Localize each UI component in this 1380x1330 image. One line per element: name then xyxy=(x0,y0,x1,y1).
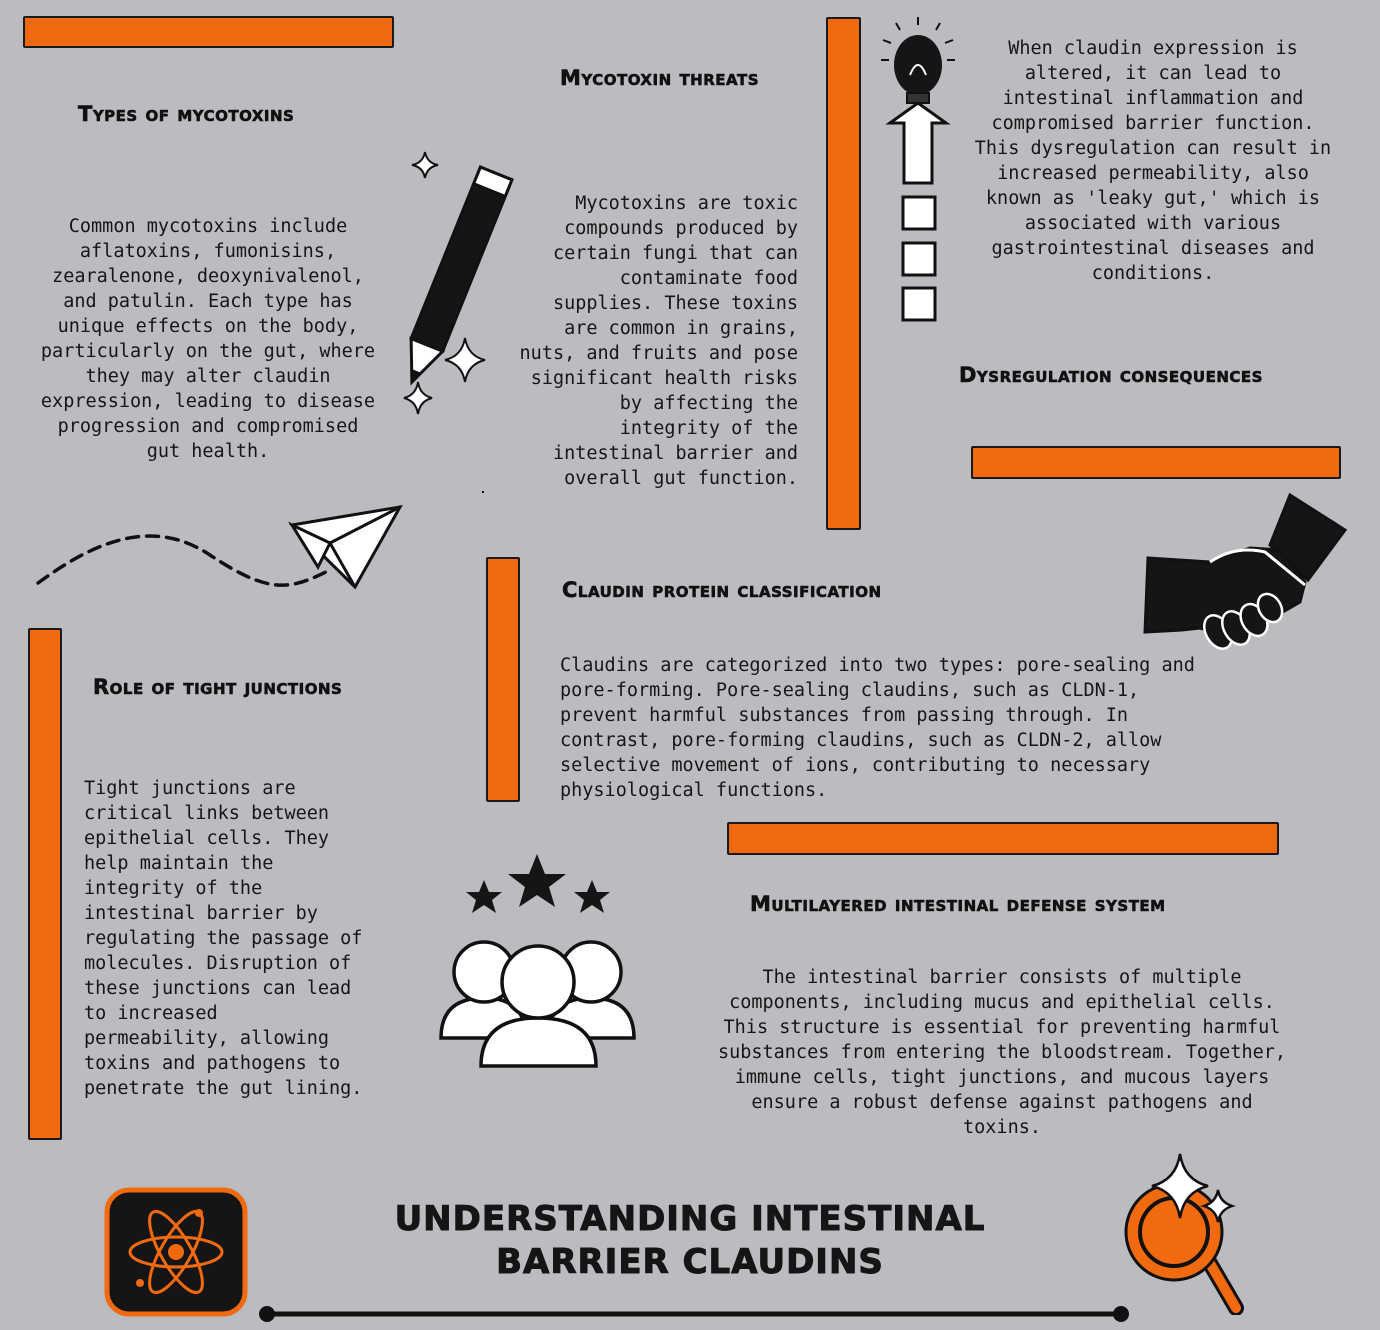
sparkle-icon xyxy=(410,150,440,180)
defense-body: The intestinal barrier consists of multiple components, including mucus and epithelial cells. This structure is essential for preventing harmful substances from entering the bloodstream. Together, immune cells, tight junctions, and mucous layers ensure a robust defense against pathogens and toxins. xyxy=(717,967,1287,1138)
handshake-icon xyxy=(1140,490,1350,660)
people-group-icon xyxy=(436,930,641,1070)
sparkle-icon xyxy=(443,336,487,384)
dysregulation-body: When claudin expression is altered, it can lead to intestinal inflammation and compromised barrier function. This dysregulation can result in increased permeability, also known as 'leaky gut,' which is associated with various gastrointestinal diseases and conditions. xyxy=(974,38,1332,284)
lower-right-accent-bar xyxy=(727,822,1279,855)
paper-plane-icon xyxy=(30,495,410,605)
tight-heading: Role of tight junctions xyxy=(93,675,343,699)
center-vertical-accent-bar xyxy=(826,17,861,530)
stars-icon xyxy=(462,852,622,922)
types-body: Common mycotoxins include aflatoxins, fumonisins, zearalenone, deoxynivalenol, and patulin. Each type has unique effects on the body, particularly on the gut, where they may alter claudin expression, leading to disease progression and compromised gut health. xyxy=(40,216,376,462)
middle-vertical-accent-bar xyxy=(486,557,520,802)
page-title: UNDERSTANDING INTESTINAL BARRIER CLAUDINS xyxy=(394,1199,986,1282)
left-vertical-accent-bar xyxy=(28,628,62,1140)
tight-body: Tight junctions are critical links between epithelial cells. They help maintain the integrity of the intestinal barrier by regulating the passage of molecules. Disruption of these junctions can lead to increased permeability, allowing toxins and pathogens to penetrate the gut lining. xyxy=(84,778,363,1099)
atom-icon xyxy=(104,1187,249,1317)
defense-heading: Multilayered intestinal defense system xyxy=(750,892,1166,916)
checklist-icon xyxy=(900,193,940,323)
magnifier-icon xyxy=(1118,1150,1248,1315)
stray-dot xyxy=(482,491,484,493)
classification-heading: Claudin protein classification xyxy=(562,578,882,602)
dysregulation-heading: Dysregulation consequences xyxy=(959,363,1263,387)
lightbulb-icon xyxy=(878,15,958,190)
classification-body: Claudins are categorized into two types: pore-sealing and pore-forming. Pore-sealing claudins, such as CLDN-1, prevent harmful substances from passing through. In contrast, pore-forming claudins, such as CLDN-2, allow selective movement of ions, contributing to necessary physiological functions. xyxy=(560,655,1195,801)
sparkle-icon xyxy=(402,380,434,416)
top-left-accent-bar xyxy=(23,16,394,48)
threats-body: Mycotoxins are toxic compounds produced by certain fungi that can contaminate food supplies. These toxins are common in grains, nuts, and fruits and pose significant health risks by affecting the integrity of the intestinal barrier and overall gut function. xyxy=(519,193,798,489)
threats-heading: Mycotoxin threats xyxy=(560,66,760,90)
types-heading: Types of mycotoxins xyxy=(78,102,295,126)
right-accent-bar xyxy=(971,446,1341,479)
